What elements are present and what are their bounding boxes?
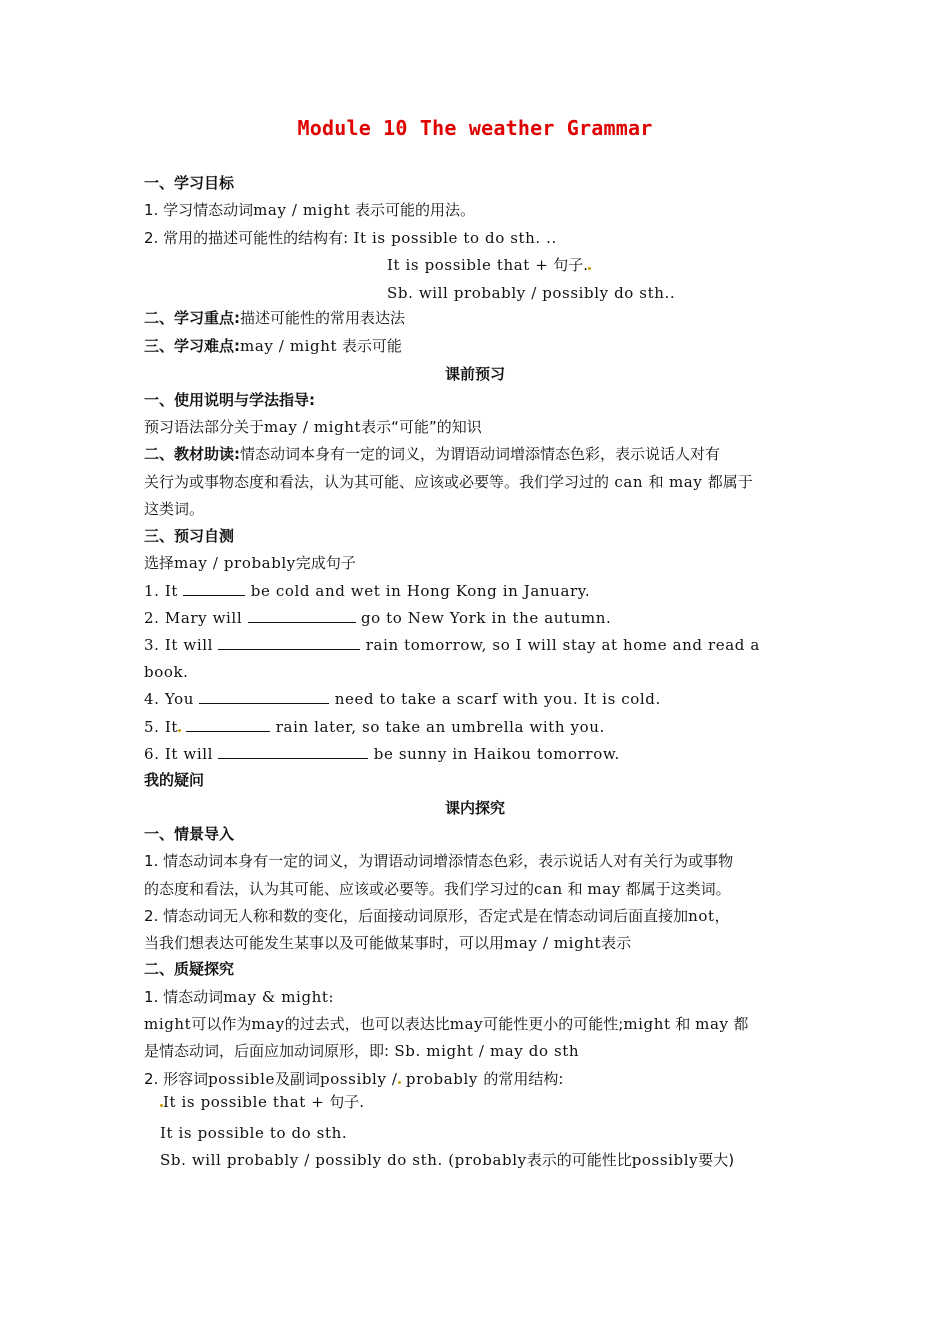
structure-3-en: Sb. will probably / possibly do sth. (probably bbox=[160, 1151, 527, 1169]
e1-text-1: 可以作为 bbox=[191, 1015, 252, 1033]
answer-blank-5[interactable] bbox=[186, 717, 270, 732]
exercise-1-start: 1. It bbox=[144, 582, 184, 600]
aid-and: 和 bbox=[648, 473, 664, 491]
difficulty bbox=[144, 336, 402, 356]
e1-and: 和 bbox=[670, 1015, 696, 1033]
exercise-5-end: rain later, so take an umbrella with you. bbox=[270, 718, 605, 736]
e2-structures: 的常用结构: bbox=[483, 1070, 564, 1088]
e1-text-2: 的过去式，也可以表达比 bbox=[284, 1015, 450, 1033]
intro-p2-text: 2. 情态动词无人称和数的变化，后面接动词原形，否定式是在情态动词后面直接加 bbox=[144, 907, 689, 925]
answer-blank-6[interactable] bbox=[218, 744, 368, 759]
exercise-4-start: 4. You bbox=[144, 690, 200, 708]
structure-3 bbox=[160, 1150, 734, 1170]
e1-might: might bbox=[144, 1015, 192, 1033]
class-heading: 课内探究 bbox=[444, 799, 505, 817]
e1-text-3: 可能性更小的可能性; bbox=[483, 1015, 624, 1033]
intro-heading: 一、情景导入 bbox=[144, 825, 235, 843]
structure-3-cn: 表示的可能性比 bbox=[526, 1151, 632, 1169]
intro-p2-line2 bbox=[144, 933, 631, 953]
exercise-6 bbox=[144, 744, 620, 764]
aid-label: 二、教材助读: bbox=[144, 445, 240, 463]
aid-text-1: 情态动词本身有一定的词义，为谓语动词增添情态色彩，表示说话人对有 bbox=[240, 445, 721, 463]
intro-and: 和 bbox=[562, 880, 583, 898]
exercise-5 bbox=[144, 717, 605, 737]
e2-label: 2. 形容词 bbox=[144, 1070, 209, 1088]
structure-3-end: 要大) bbox=[698, 1151, 735, 1169]
goal-2-text: 2. 常用的描述可能性的结构有: bbox=[144, 229, 349, 247]
aid-line-1 bbox=[144, 444, 720, 464]
e1-may-3: may bbox=[695, 1015, 729, 1033]
intro-comma: ， bbox=[714, 907, 730, 925]
e2-probably: probably bbox=[400, 1070, 484, 1088]
e1-text-4: 是情态动词，后面应加动词原形，即: bbox=[144, 1042, 390, 1060]
preview-heading: 课前预习 bbox=[444, 365, 505, 383]
key-point-label: 二、学习重点: bbox=[144, 309, 240, 327]
exercise-3-end: rain tomorrow, so I will stay at home and read a bbox=[360, 636, 760, 654]
aid-line-3: 这类词。 bbox=[144, 500, 205, 518]
goal-1-text: 1. 学习情态动词 bbox=[144, 201, 254, 219]
intro-can: can bbox=[534, 880, 563, 898]
test-instruction bbox=[144, 553, 356, 573]
test-heading: 三、预习自测 bbox=[144, 527, 235, 545]
structure-2-cn: 句子. bbox=[548, 256, 588, 274]
explore-1-label: 1. 情态动词 bbox=[144, 988, 224, 1006]
exercise-1-end: be cold and wet in Hong Kong in January. bbox=[245, 582, 591, 600]
goal-item-2 bbox=[144, 228, 557, 248]
aid-text-2b: 都属于 bbox=[707, 473, 753, 491]
intro-p1-end: 都属于这类词。 bbox=[620, 880, 731, 898]
key-point-text: 描述可能性的常用表达法 bbox=[240, 309, 406, 327]
exercise-6-end: be sunny in Haikou tomorrow. bbox=[368, 745, 620, 763]
intro-not: not bbox=[688, 907, 715, 925]
intro-may: may bbox=[587, 880, 621, 898]
difficulty-modal: may / might bbox=[240, 337, 338, 355]
aid-can: can bbox=[609, 473, 649, 491]
goal-structure-3: Sb. will probably / possibly do sth.. bbox=[387, 284, 676, 302]
answer-blank-2[interactable] bbox=[248, 608, 356, 623]
goal-1-suffix: 表示可能的用法。 bbox=[350, 201, 476, 219]
difficulty-label: 三、学习难点: bbox=[144, 337, 240, 355]
structure-1-cn: 句子. bbox=[324, 1093, 364, 1111]
guide-heading: 一、使用说明与学法指导: bbox=[144, 391, 315, 409]
e1-both: 都 bbox=[728, 1015, 749, 1033]
my-questions-label: 我的疑问 bbox=[144, 771, 205, 789]
key-point bbox=[144, 308, 405, 328]
guide-text-2: 表示“可能”的知识 bbox=[361, 418, 482, 436]
exercise-3 bbox=[144, 635, 760, 655]
exercise-5-start: 5. It bbox=[144, 718, 179, 736]
exercise-3-start: 3. It will bbox=[144, 636, 219, 654]
e2-and-adverb: 及副词 bbox=[275, 1070, 321, 1088]
intro-p2-end: 表示 bbox=[601, 934, 632, 952]
page-title: Module 10 The weather Grammar bbox=[297, 116, 653, 140]
goal-structure-2 bbox=[387, 255, 591, 275]
aid-text-2: 关行为或事物态度和看法，认为其可能、应该或必要等。我们学习过的 bbox=[144, 473, 610, 491]
structure-2: It is possible to do sth. bbox=[160, 1124, 348, 1142]
e1-pattern: Sb. might / may do sth bbox=[389, 1042, 580, 1060]
e1-may: may bbox=[251, 1015, 285, 1033]
instruction-words: may / probably bbox=[174, 554, 296, 572]
structure-1-en: It is possible that + bbox=[163, 1093, 325, 1111]
answer-blank-4[interactable] bbox=[199, 689, 329, 704]
goal-item-1 bbox=[144, 200, 475, 220]
e2-possible: possible bbox=[208, 1070, 275, 1088]
structure-3-possibly: possibly bbox=[631, 1151, 699, 1169]
explore-1-line3 bbox=[144, 1041, 579, 1061]
instruction-2: 完成句子 bbox=[295, 554, 356, 572]
explore-2-title bbox=[144, 1069, 563, 1089]
instruction-1: 选择 bbox=[144, 554, 175, 572]
intro-modal: may / might bbox=[504, 934, 602, 952]
aid-may: may bbox=[663, 473, 708, 491]
exercise-2 bbox=[144, 608, 611, 628]
guide-text-1: 预习语法部分关于 bbox=[144, 418, 265, 436]
explore-1-line2 bbox=[144, 1014, 748, 1034]
exercise-4-end: need to take a scarf with you. It is cold. bbox=[329, 690, 661, 708]
e2-possibly: possibly / bbox=[320, 1070, 398, 1088]
e1-might-2: might bbox=[623, 1015, 671, 1033]
goals-heading: 一、学习目标 bbox=[144, 174, 235, 192]
answer-blank-3[interactable] bbox=[218, 635, 360, 650]
intro-p2-text2: 当我们想表达可能发生某事以及可能做某事时，可以用 bbox=[144, 934, 505, 952]
answer-blank-1[interactable] bbox=[183, 581, 245, 596]
intro-p1-text: 的态度和看法，认为其可能、应该或必要等。我们学习过的 bbox=[144, 880, 535, 898]
exercise-1 bbox=[144, 581, 590, 601]
difficulty-text: 表示可能 bbox=[337, 337, 402, 355]
exercise-6-start: 6. It will bbox=[144, 745, 219, 763]
exercise-4 bbox=[144, 689, 661, 709]
structure-1 bbox=[160, 1092, 364, 1112]
exercise-2-end: go to New York in the autumn. bbox=[355, 609, 612, 627]
guide-text bbox=[144, 417, 482, 437]
intro-p2-line1 bbox=[144, 906, 730, 926]
exercise-3-cont: book. bbox=[144, 663, 189, 681]
goal-1-modal: may / might bbox=[253, 201, 351, 219]
intro-p1-line1: 1. 情态动词本身有一定的词义，为谓语动词增添情态色彩，表示说话人对有关行为或事物 bbox=[144, 852, 734, 870]
guide-modal: may / might bbox=[264, 418, 362, 436]
intro-p1-line2 bbox=[144, 879, 731, 899]
mark-dot bbox=[588, 267, 591, 270]
structure-2-en: It is possible that + bbox=[387, 256, 549, 274]
explore-1-modals: may & might: bbox=[223, 988, 335, 1006]
exercise-2-start: 2. Mary will bbox=[144, 609, 248, 627]
explore-heading: 二、质疑探究 bbox=[144, 960, 235, 978]
aid-line-2 bbox=[144, 472, 753, 492]
e1-may-2: may bbox=[449, 1015, 484, 1033]
goal-2-structure-1: It is possible to do sth. .. bbox=[348, 229, 557, 247]
explore-1-title bbox=[144, 987, 334, 1007]
